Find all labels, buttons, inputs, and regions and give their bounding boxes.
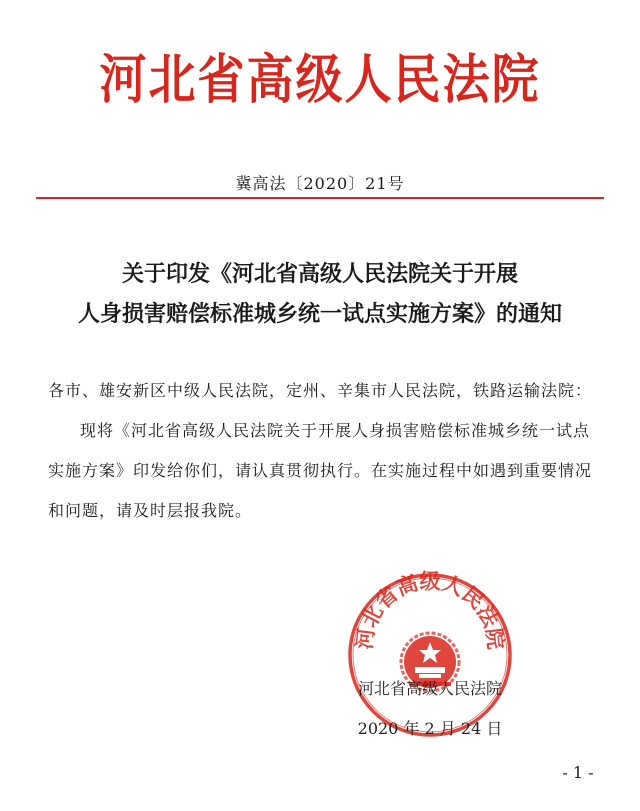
signature-org: 河北省高级人民法院 [357,679,502,698]
document-number: 冀高法〔2020〕21号 [235,174,405,193]
signature-date: 2020 年 2 月 24 日 [357,719,503,738]
masthead-title: 河北省高级人民法院 [99,49,541,111]
page-number: - 1 - [562,763,594,782]
svg-text:河北省高级人民法院: 河北省高级人民法院 [352,570,508,651]
red-divider [36,197,604,199]
notice-title-line-1: 关于印发《河北省高级人民法院关于开展 [121,262,518,287]
notice-body [48,371,604,531]
notice-title-line-2: 人身损害赔偿标准城乡统一试点实施方案》的通知 [77,302,562,327]
body-paragraph: 现将《河北省高级人民法院关于开展人身损害赔偿标准城乡统一试点实施方案》印发给你们，请认真贯彻执行。在实施过程中如遇到重要情况和问题，请及时层报我院。 [48,421,593,520]
official-seal-icon [345,570,515,740]
addressee: 各市、雄安新区中级人民法院，定州、辛集市人民法院，铁路运输法院： [48,381,593,400]
